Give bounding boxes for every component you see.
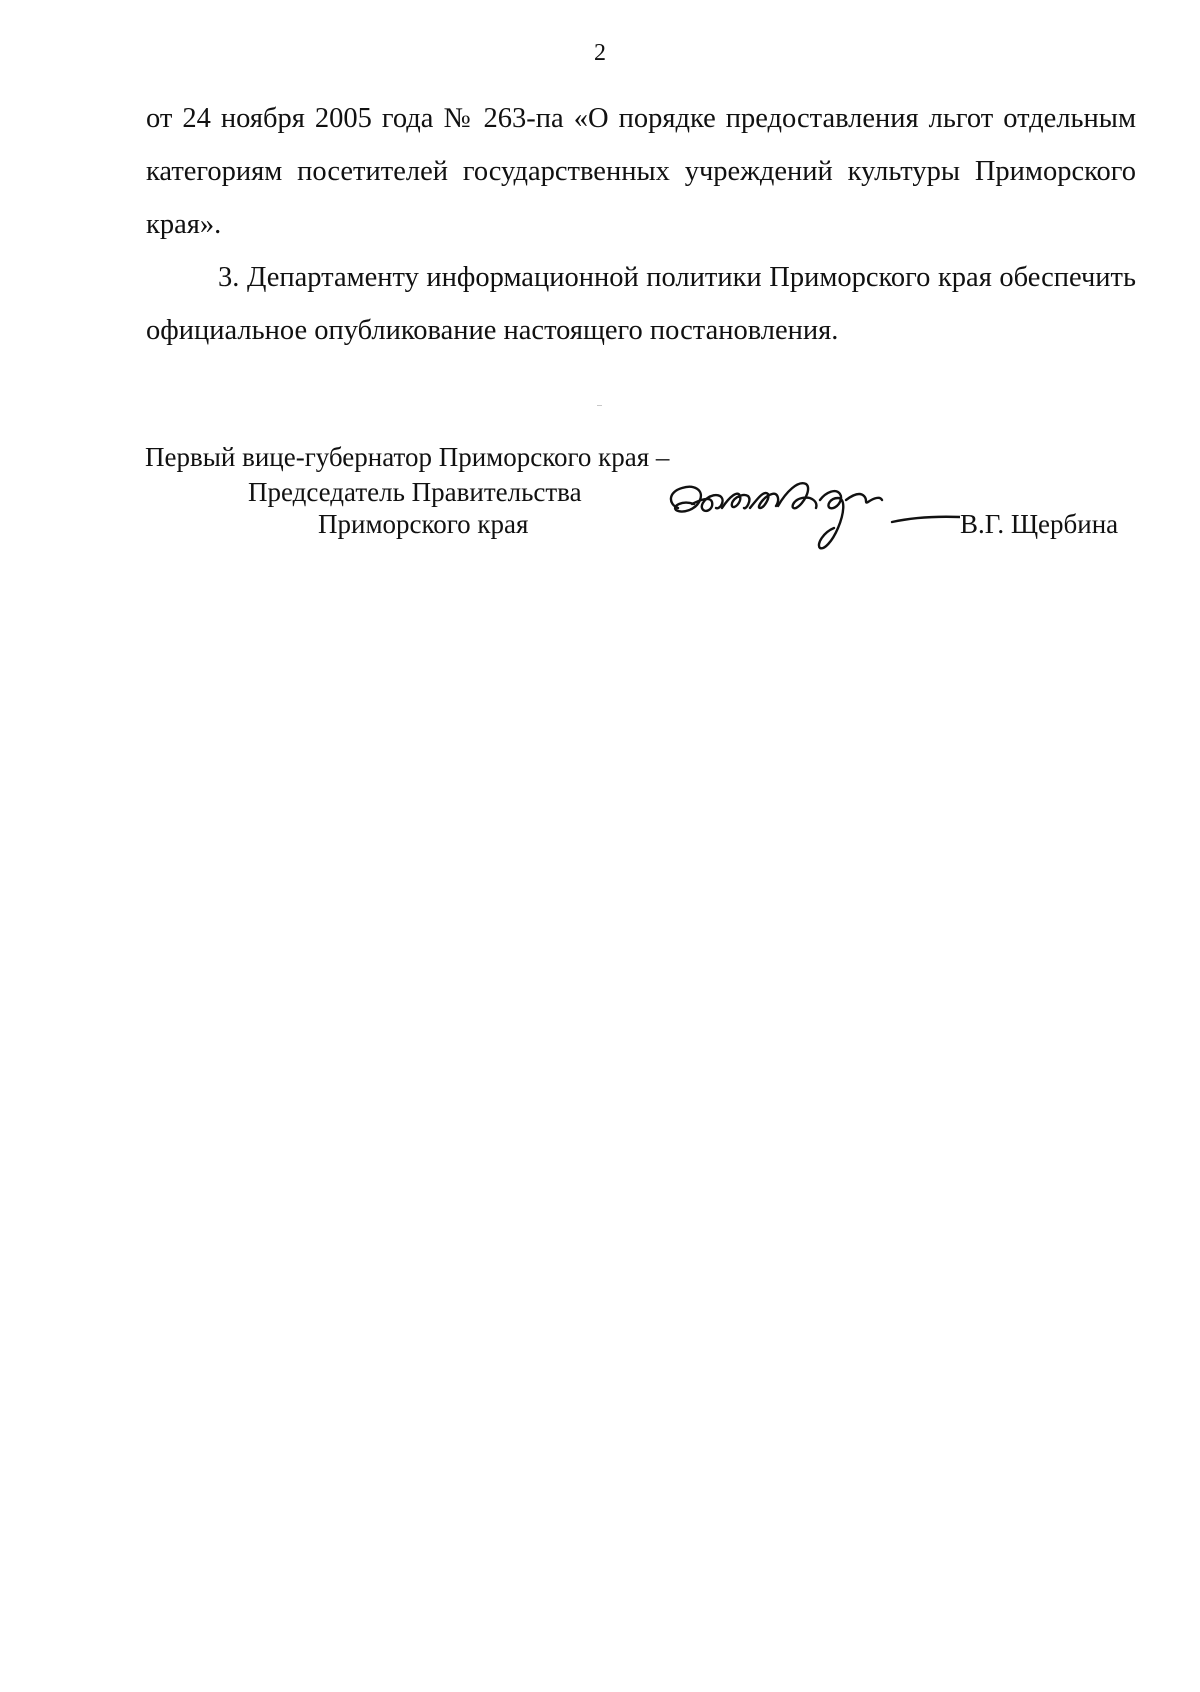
signer-name: В.Г. Щербина [960,509,1119,539]
paragraph-continuation: от 24 ноября 2005 года № 263-па «О порядке предоставления льгот отдельным категориям посетителей государственных учреждений культуры Приморского края». [146,103,1136,240]
paragraph-item-3: 3. Департаменту информационной политики Приморского края обеспечить официальное опубликование настоящего постановления. [146,262,1136,346]
page-number: 2 [594,40,606,66]
signature-block [0,0,1200,620]
handwritten-signature [660,470,960,590]
signatory-title-line-1: Первый вице-губернатор Приморского края – [145,442,670,472]
signatory-title-line-3: Приморского края [318,509,529,539]
signatory-title-line-2: Председатель Правительства [248,477,582,507]
